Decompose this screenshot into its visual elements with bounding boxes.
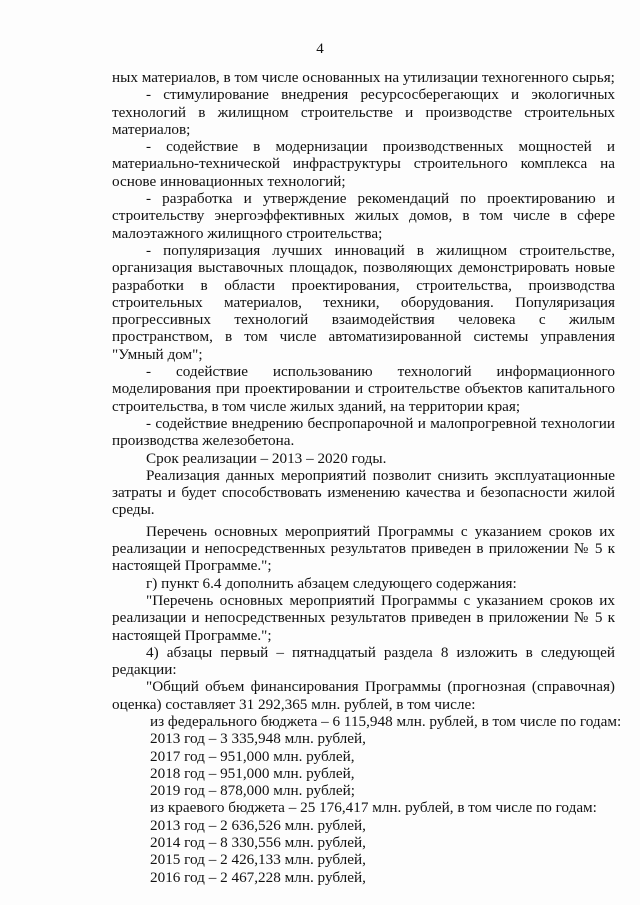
paragraph: "Общий объем финансирования Программы (прогнозная (справочная) оценка) составляет 31 292,365 млн. рублей, в том числе: xyxy=(112,678,615,713)
list-bullet-paragraph: - содействие использованию технологий информационного моделирования при проектировании и строительстве объектов капитального строительства, в том числе жилых зданий, на территории края; xyxy=(112,363,615,415)
list-bullet-paragraph: - стимулирование внедрения ресурсосберегающих и экологичных технологий в жилищном строительстве и производстве строительных материалов; xyxy=(112,86,615,138)
funding-line: из федерального бюджета – 6 115,948 млн. рублей, в том числе по годам: xyxy=(150,712,622,730)
funding-line: из краевого бюджета – 25 176,417 млн. рублей, в том числе по годам: xyxy=(150,799,597,817)
funding-line: 2013 год – 3 335,948 млн. рублей, xyxy=(150,730,366,748)
funding-line: 2015 год – 2 426,133 млн. рублей, xyxy=(150,851,366,869)
paragraph: ных материалов, в том числе основанных на утилизации техногенного сырья; xyxy=(112,69,615,86)
paragraph: Срок реализации – 2013 – 2020 годы. xyxy=(146,449,387,467)
funding-line: 2019 год – 878,000 млн. рублей; xyxy=(150,782,355,800)
funding-line: 2018 год – 951,000 млн. рублей, xyxy=(150,764,355,782)
paragraph: "Перечень основных мероприятий Программы с указанием сроков их реализации и непосредственных результатов приведен в приложении № 5 к настоящей Программе."; xyxy=(112,591,615,644)
funding-line: 2016 год – 2 467,228 млн. рублей, xyxy=(150,868,366,886)
list-bullet-paragraph: - популяризация лучших инноваций в жилищном строительстве, организация выставочных площадок, позволяющих демонстрировать новые разработки в области проектирования, строительства, производства строительных материалов, техники, оборудования. Популяризация прогрессивных технологий взаимодействия человека с жилым пространством, в том числе автоматизированной системы управления "Умный дом"; xyxy=(112,241,615,363)
funding-line: 2014 год – 8 330,556 млн. рублей, xyxy=(150,834,366,852)
list-bullet-paragraph: - содействие в модернизации производственных мощностей и материально-технической инфраструктуры строительного комплекса на основе инновационных технологий; xyxy=(112,138,615,190)
paragraph: 4) абзацы первый – пятнадцатый раздела 8 изложить в следующей редакции: xyxy=(112,643,615,679)
paragraph: г) пункт 6.4 дополнить абзацем следующего содержания: xyxy=(146,574,517,592)
paragraph: Реализация данных мероприятий позволит снизить эксплуатационные затраты и будет способствовать изменению качества и безопасности жилой среды. xyxy=(112,466,615,519)
list-bullet-paragraph: - содействие внедрению беспропарочной и малопрогревной технологии производства железобетона. xyxy=(112,414,615,450)
paragraph: Перечень основных мероприятий Программы с указанием сроков их реализации и непосредственных результатов приведен в приложении № 5 к настоящей Программе."; xyxy=(112,522,615,575)
funding-line: 2013 год – 2 636,526 млн. рублей, xyxy=(150,816,366,834)
page-number: 4 xyxy=(316,41,324,57)
list-bullet-paragraph: - разработка и утверждение рекомендаций по проектированию и строительству энергоэффективных жилых домов, в том числе в сфере малоэтажного жилищного строительства; xyxy=(112,190,615,242)
document-body xyxy=(112,69,622,886)
funding-line: 2017 год – 951,000 млн. рублей, xyxy=(150,747,355,765)
